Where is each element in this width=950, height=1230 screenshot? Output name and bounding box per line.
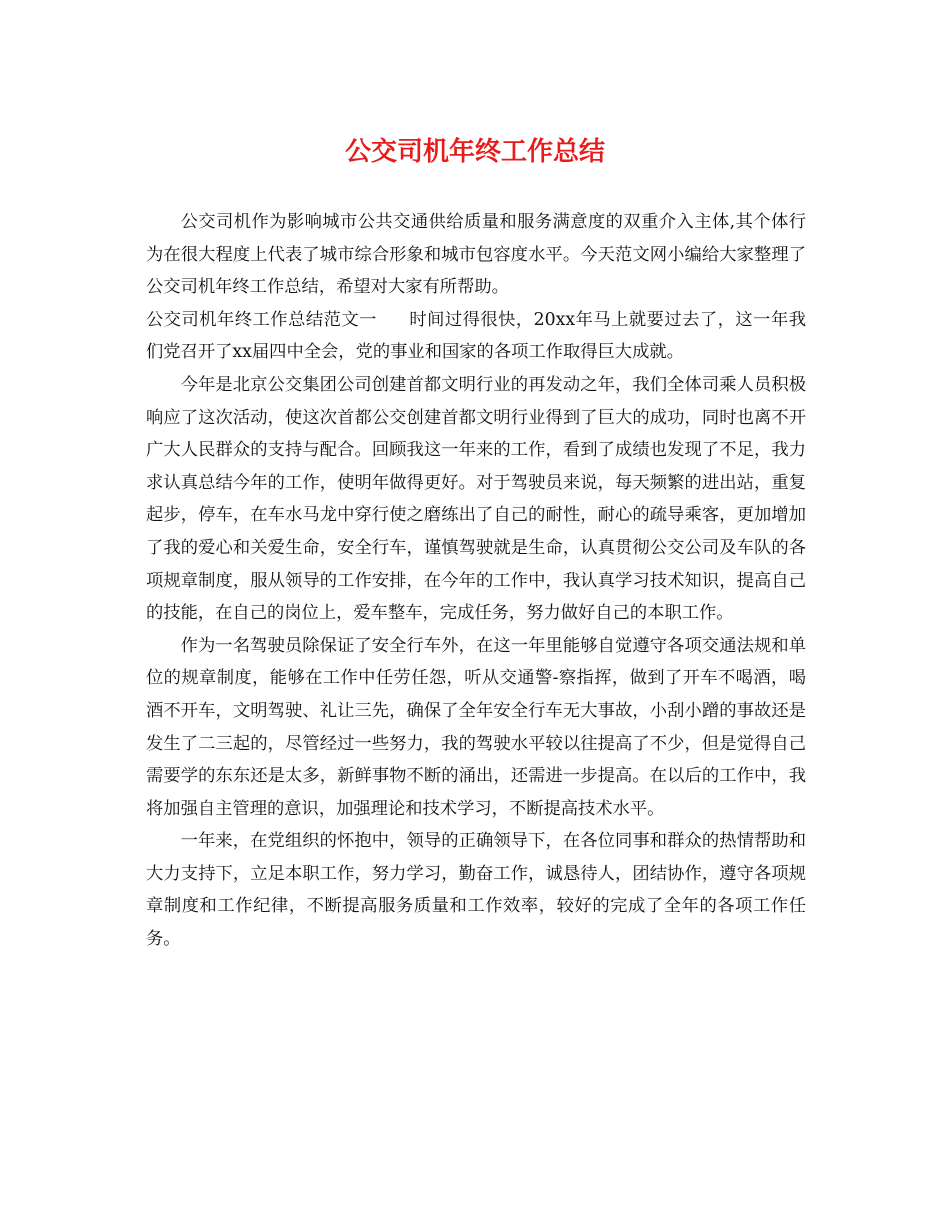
intro-paragraph: 公交司机作为影响城市公共交通供给质量和服务满意度的双重介入主体,其个体行为在很大程度上代表了城市综合形象和城市包容度水平。今天范文网小编给大家整理了公交司机年终工作总结，希望对大家有所帮助。 (146, 212, 806, 298)
body-paragraph-3: 一年来，在党组织的怀抱中，领导的正确领导下，在各位同事和群众的热情帮助和大力支持下，立足本职工作，努力学习，勤奋工作，诚恳待人，团结协作，遵守各项规章制度和工作纪律，不断提高服务质量和工作效率，较好的完成了全年的各项工作任务。 (146, 831, 806, 950)
sample-paragraph (146, 304, 806, 369)
document-title: 公交司机年终工作总结 (344, 137, 605, 167)
body-paragraph-2: 作为一名驾驶员除保证了安全行车外，在这一年里能够自觉遵守各项交通法规和单位的规章制度，能够在工作中任劳任怨，听从交通警-察指挥，做到了开车不喝酒，喝酒不开车，文明驾驶、礼让三先，确保了全年安全行车无大事故，小刮小蹭的事故还是发生了二三起的，尽管经过一些努力，我的驾驶水平较以往提高了不少，但是觉得自己需要学的东东还是太多，新鲜事物不断的涌出，还需进一步提高。在以后的工作中，我将加强自主管理的意识，加强理论和技术学习，不断提高技术水平。 (146, 635, 806, 819)
document-body (146, 206, 806, 956)
body-paragraph-1: 今年是北京公交集团公司创建首都文明行业的再发动之年，我们全体司乘人员积极响应了这次活动，使这次首都公交创建首都文明行业得到了巨大的成功，同时也离不开广大人民群众的支持与配合。回顾我这一年来的工作，看到了成绩也发现了不足，我力求认真总结今年的工作，使明年做得更好。对于驾驶员来说，每天频繁的进出站，重复起步，停车，在车水马龙中穿行使之磨练出了自己的耐性，耐心的疏导乘客，更加增加了我的爱心和关爱生命，安全行车，谨慎驾驶就是生命，认真贯彻公交公司及车队的各项规章制度，服从领导的工作安排，在今年的工作中，我认真学习技术知识，提高自己的技能，在自己的岗位上，爱车整车，完成任务，努力做好自己的本职工作。 (146, 374, 806, 624)
sample-opening-text: 时间过得很快，20xx年马上就要过去了，这一年我们党召开了xx届四中全会，党的事业和国家的各项工作取得巨大成就。 (146, 309, 806, 363)
sample-heading: 公交司机年终工作总结范文一 (146, 309, 377, 330)
